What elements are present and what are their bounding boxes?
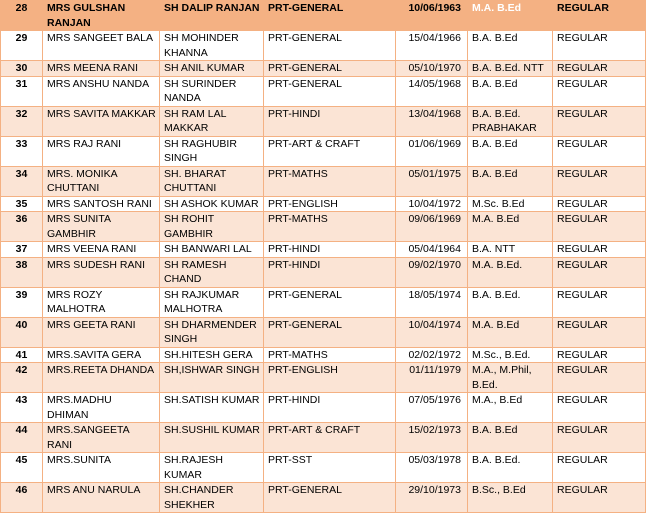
- status-cell: REGULAR: [553, 76, 646, 106]
- father-name-cell: SH.CHANDER SHEKHER: [160, 483, 264, 513]
- teacher-name-cell: MRS RAJ RANI: [43, 136, 160, 166]
- status-cell: REGULAR: [553, 106, 646, 136]
- teacher-name-cell: MRS VEENA RANI: [43, 242, 160, 258]
- serial-number-cell: 43: [1, 393, 43, 423]
- post-cell: PRT-ART & CRAFT: [264, 423, 396, 453]
- qualification-cell: B.A. B.Ed: [468, 166, 553, 196]
- qualification-cell: B.A. B.Ed: [468, 423, 553, 453]
- father-name-cell: SH,ISHWAR SINGH: [160, 363, 264, 393]
- status-cell: REGULAR: [553, 393, 646, 423]
- qualification-cell: M.Sc. B.Ed: [468, 196, 553, 212]
- date-of-birth-cell: 05/04/1964: [396, 242, 468, 258]
- qualification-cell: B.A. B.Ed. PRABHAKAR: [468, 106, 553, 136]
- teacher-name-cell: MRS SAVITA MAKKAR: [43, 106, 160, 136]
- date-of-birth-cell: 05/03/1978: [396, 453, 468, 483]
- serial-number-cell: 37: [1, 242, 43, 258]
- serial-number-cell: 28: [1, 1, 43, 31]
- serial-number-cell: 41: [1, 347, 43, 363]
- date-of-birth-cell: 15/02/1973: [396, 423, 468, 453]
- father-name-cell: SH ANIL KUMAR: [160, 61, 264, 77]
- date-of-birth-cell: 02/02/1972: [396, 347, 468, 363]
- post-cell: PRT-GENERAL: [264, 76, 396, 106]
- post-cell: PRT-GENERAL: [264, 61, 396, 77]
- status-cell: REGULAR: [553, 257, 646, 287]
- serial-number-cell: 34: [1, 166, 43, 196]
- father-name-cell: SH MOHINDER KHANNA: [160, 31, 264, 61]
- date-of-birth-cell: 05/01/1975: [396, 166, 468, 196]
- post-cell: PRT-GENERAL: [264, 1, 396, 31]
- teacher-name-cell: MRS.SAVITA GERA: [43, 347, 160, 363]
- status-cell: REGULAR: [553, 166, 646, 196]
- serial-number-cell: 39: [1, 287, 43, 317]
- serial-number-cell: 40: [1, 317, 43, 347]
- table-row: [1, 106, 646, 136]
- table-row: [1, 483, 646, 513]
- father-name-cell: SH ASHOK KUMAR: [160, 196, 264, 212]
- father-name-cell: SH DHARMENDER SINGH: [160, 317, 264, 347]
- qualification-cell: M.Sc., B.Ed.: [468, 347, 553, 363]
- father-name-cell: SH.RAJESH KUMAR: [160, 453, 264, 483]
- teacher-name-cell: MRS ROZY MALHOTRA: [43, 287, 160, 317]
- post-cell: PRT-MATHS: [264, 166, 396, 196]
- status-cell: REGULAR: [553, 242, 646, 258]
- father-name-cell: SH ROHIT GAMBHIR: [160, 212, 264, 242]
- qualification-cell: B.A. B.Ed: [468, 76, 553, 106]
- staff-table-body: [1, 1, 646, 513]
- qualification-cell: B.A. B.Ed: [468, 31, 553, 61]
- status-cell: REGULAR: [553, 317, 646, 347]
- qualification-cell: B.A. B.Ed.: [468, 287, 553, 317]
- teacher-name-cell: MRS MEENA RANI: [43, 61, 160, 77]
- qualification-cell: M.A. B.Ed: [468, 212, 553, 242]
- qualification-cell: M.A., M.Phil, B.Ed.: [468, 363, 553, 393]
- table-row: [1, 61, 646, 77]
- serial-number-cell: 42: [1, 363, 43, 393]
- serial-number-cell: 44: [1, 423, 43, 453]
- father-name-cell: SH. BHARAT CHUTTANI: [160, 166, 264, 196]
- date-of-birth-cell: 10/04/1972: [396, 196, 468, 212]
- post-cell: PRT-SST: [264, 453, 396, 483]
- post-cell: PRT-ART & CRAFT: [264, 136, 396, 166]
- qualification-cell: M.A. B.Ed: [468, 317, 553, 347]
- table-row: [1, 31, 646, 61]
- post-cell: PRT-ENGLISH: [264, 363, 396, 393]
- teacher-name-cell: MRS SANTOSH RANI: [43, 196, 160, 212]
- teacher-name-cell: MRS GEETA RANI: [43, 317, 160, 347]
- post-cell: PRT-GENERAL: [264, 287, 396, 317]
- table-row: [1, 196, 646, 212]
- teacher-name-cell: MRS ANSHU NANDA: [43, 76, 160, 106]
- father-name-cell: SH.HITESH GERA: [160, 347, 264, 363]
- table-row: [1, 393, 646, 423]
- qualification-cell: M.A. B.Ed.: [468, 257, 553, 287]
- status-cell: REGULAR: [553, 1, 646, 31]
- date-of-birth-cell: 01/06/1969: [396, 136, 468, 166]
- table-row: [1, 257, 646, 287]
- qualification-cell: B.A. B.Ed: [468, 136, 553, 166]
- serial-number-cell: 33: [1, 136, 43, 166]
- date-of-birth-cell: 09/06/1969: [396, 212, 468, 242]
- qualification-cell: B.A. B.Ed. NTT: [468, 61, 553, 77]
- table-row: [1, 212, 646, 242]
- teacher-name-cell: MRS. MONIKA CHUTTANI: [43, 166, 160, 196]
- status-cell: REGULAR: [553, 136, 646, 166]
- status-cell: REGULAR: [553, 196, 646, 212]
- qualification-cell: M.A., B.Ed: [468, 393, 553, 423]
- date-of-birth-cell: 29/10/1973: [396, 483, 468, 513]
- status-cell: REGULAR: [553, 423, 646, 453]
- post-cell: PRT-HINDI: [264, 257, 396, 287]
- status-cell: REGULAR: [553, 453, 646, 483]
- status-cell: REGULAR: [553, 347, 646, 363]
- qualification-cell: B.Sc., B.Ed: [468, 483, 553, 513]
- status-cell: REGULAR: [553, 287, 646, 317]
- qualification-cell: B.A. B.Ed.: [468, 453, 553, 483]
- serial-number-cell: 35: [1, 196, 43, 212]
- teacher-name-cell: MRS SANGEET BALA: [43, 31, 160, 61]
- serial-number-cell: 31: [1, 76, 43, 106]
- teacher-name-cell: MRS.REETA DHANDA: [43, 363, 160, 393]
- serial-number-cell: 29: [1, 31, 43, 61]
- date-of-birth-cell: 13/04/1968: [396, 106, 468, 136]
- table-row: [1, 363, 646, 393]
- post-cell: PRT-MATHS: [264, 212, 396, 242]
- father-name-cell: SH RAJKUMAR MALHOTRA: [160, 287, 264, 317]
- teacher-name-cell: MRS ANU NARULA: [43, 483, 160, 513]
- date-of-birth-cell: 10/06/1963: [396, 1, 468, 31]
- serial-number-cell: 38: [1, 257, 43, 287]
- status-cell: REGULAR: [553, 31, 646, 61]
- table-row: [1, 242, 646, 258]
- qualification-cell: B.A. NTT: [468, 242, 553, 258]
- table-row: [1, 76, 646, 106]
- table-row: [1, 317, 646, 347]
- teacher-name-cell: MRS SUDESH RANI: [43, 257, 160, 287]
- date-of-birth-cell: 05/10/1970: [396, 61, 468, 77]
- father-name-cell: SH SURINDER NANDA: [160, 76, 264, 106]
- teacher-name-cell: MRS.SANGEETA RANI: [43, 423, 160, 453]
- father-name-cell: SH RAM LAL MAKKAR: [160, 106, 264, 136]
- father-name-cell: SH RAMESH CHAND: [160, 257, 264, 287]
- status-cell: REGULAR: [553, 212, 646, 242]
- teacher-name-cell: MRS SUNITA GAMBHIR: [43, 212, 160, 242]
- serial-number-cell: 36: [1, 212, 43, 242]
- date-of-birth-cell: 14/05/1968: [396, 76, 468, 106]
- serial-number-cell: 32: [1, 106, 43, 136]
- qualification-cell: M.A. B.Ed: [468, 1, 553, 31]
- date-of-birth-cell: 18/05/1974: [396, 287, 468, 317]
- date-of-birth-cell: 07/05/1976: [396, 393, 468, 423]
- status-cell: REGULAR: [553, 483, 646, 513]
- father-name-cell: SH.SATISH KUMAR: [160, 393, 264, 423]
- table-row: [1, 423, 646, 453]
- table-row: [1, 1, 646, 31]
- father-name-cell: SH.SUSHIL KUMAR: [160, 423, 264, 453]
- post-cell: PRT-GENERAL: [264, 317, 396, 347]
- serial-number-cell: 30: [1, 61, 43, 77]
- table-row: [1, 166, 646, 196]
- post-cell: PRT-ENGLISH: [264, 196, 396, 212]
- serial-number-cell: 45: [1, 453, 43, 483]
- post-cell: PRT-HINDI: [264, 106, 396, 136]
- post-cell: PRT-MATHS: [264, 347, 396, 363]
- teacher-name-cell: MRS.SUNITA: [43, 453, 160, 483]
- status-cell: REGULAR: [553, 363, 646, 393]
- post-cell: PRT-HINDI: [264, 242, 396, 258]
- serial-number-cell: 46: [1, 483, 43, 513]
- status-cell: REGULAR: [553, 61, 646, 77]
- date-of-birth-cell: 15/04/1966: [396, 31, 468, 61]
- table-row: [1, 347, 646, 363]
- date-of-birth-cell: 01/11/1979: [396, 363, 468, 393]
- teacher-name-cell: MRS.MADHU DHIMAN: [43, 393, 160, 423]
- post-cell: PRT-HINDI: [264, 393, 396, 423]
- father-name-cell: SH RAGHUBIR SINGH: [160, 136, 264, 166]
- date-of-birth-cell: 10/04/1974: [396, 317, 468, 347]
- father-name-cell: SH BANWARI LAL: [160, 242, 264, 258]
- date-of-birth-cell: 09/02/1970: [396, 257, 468, 287]
- table-row: [1, 453, 646, 483]
- post-cell: PRT-GENERAL: [264, 483, 396, 513]
- teacher-name-cell: MRS GULSHAN RANJAN: [43, 1, 160, 31]
- post-cell: PRT-GENERAL: [264, 31, 396, 61]
- father-name-cell: SH DALIP RANJAN: [160, 1, 264, 31]
- table-row: [1, 287, 646, 317]
- table-row: [1, 136, 646, 166]
